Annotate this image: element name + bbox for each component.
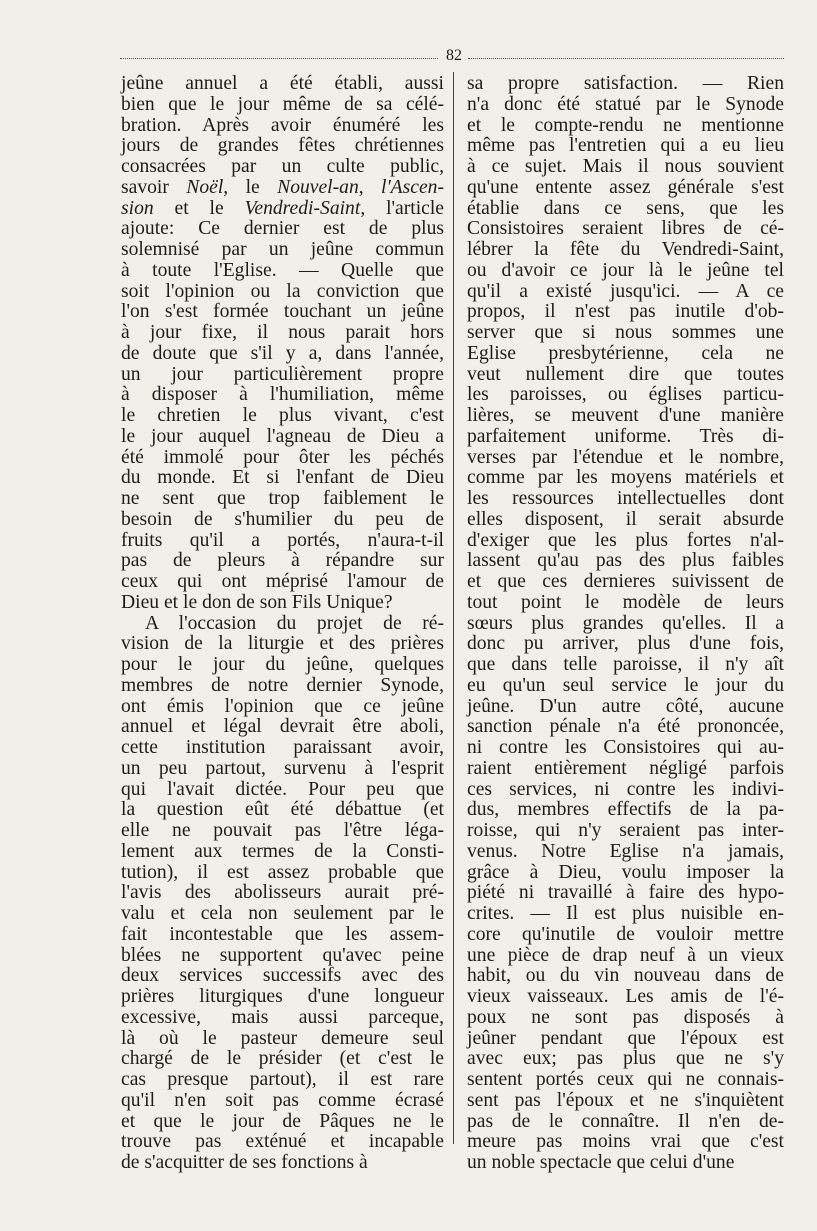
text-line: ces services, ni contre les indivi-	[467, 778, 784, 800]
text-line: Consistoires seraient libres de cé-	[467, 218, 784, 240]
text-line: ont émis l'opinion que ce jeûne	[121, 695, 444, 717]
text-line: vieux vaisseaux. Les amis de l'é-	[467, 986, 784, 1007]
text-line: le jour auquel l'agneau de Dieu a	[121, 425, 444, 447]
text-line: cette institution paraissant avoir,	[121, 737, 444, 758]
text-line: ceux qui ont méprisé l'amour de	[121, 571, 444, 592]
text-line: d'exiger que les plus fortes n'al-	[467, 529, 784, 551]
text-line: crites. — Il est plus nuisible en-	[467, 903, 784, 924]
text-line: sent pas l'époux et ne s'inquiètent	[467, 1089, 784, 1111]
text-line: annuel et légal devrait être aboli,	[121, 716, 444, 738]
text-line: la question eût été débattue (et	[121, 799, 444, 821]
text-line: à jour fixe, il nous parait hors	[121, 322, 444, 343]
text-line: bration. Après avoir énuméré les	[121, 114, 444, 136]
text-line: été immolé pour ôter les péchés	[121, 446, 444, 468]
text-line: A l'occasion du projet de ré-	[145, 612, 444, 634]
text-line: fruits qu'il a portés, n'aura-t-il	[121, 529, 444, 551]
text-line: jeûne. D'un autre côté, aucune	[467, 695, 784, 717]
text-line: consacrées par un culte public,	[121, 156, 444, 177]
text-line: savoir Noël, le Nouvel-an, l'Ascen-	[121, 176, 444, 198]
text-line: grâce à Dieu, voulu imposer la	[467, 861, 784, 883]
text-line: qu'il n'en soit pas comme écrasé	[121, 1089, 444, 1111]
text-line: que dans telle paroisse, il n'y aît	[467, 654, 784, 675]
text-line: server que si nous sommes une	[467, 322, 784, 343]
text-line: core qu'inutile de vouloir mettre	[467, 923, 784, 945]
text-line: veut nullement dire que toutes	[467, 363, 784, 385]
text-line: sion et le Vendredi-Saint, l'article	[121, 197, 445, 219]
header-rule-right	[468, 58, 784, 59]
text-line: là où le pasteur demeure seul	[121, 1027, 444, 1049]
text-line: même pas l'entretien qui a eu lieu	[467, 135, 784, 157]
text-line: lassent qu'au pas des plus faibles	[467, 550, 784, 572]
text-line: Eglise presbytérienne, cela ne	[467, 342, 784, 364]
text-line: dus, membres effectifs de la pa-	[467, 799, 784, 821]
header-rule-left	[120, 58, 438, 59]
text-line: meure pas moins vrai que c'est	[467, 1131, 784, 1153]
text-line: et que le jour de Pâques ne le	[121, 1110, 444, 1132]
text-line: cas presque partout), il est rare	[121, 1069, 444, 1090]
text-line: qu'une entente assez générale s'est	[467, 176, 784, 198]
text-line: lébrer la fête du Vendredi-Saint,	[467, 239, 784, 260]
text-line: ajoute: Ce dernier est de plus	[121, 218, 444, 240]
text-line: parfaitement uniforme. Très di-	[467, 425, 784, 447]
text-line: pas de le connaître. Il n'en de-	[467, 1110, 784, 1132]
text-line: sentent portés ceux qui ne connais-	[467, 1069, 784, 1090]
text-line: jours de grandes fêtes chrétiennes	[121, 135, 444, 157]
text-line: les paroisses, ou églises particu-	[467, 384, 784, 406]
text-line: comme par les moyens matériels et	[467, 467, 784, 489]
text-line: venus. Notre Eglise n'a jamais,	[467, 840, 784, 862]
text-line: elles disposent, il serait absurde	[467, 508, 784, 530]
text-line: Dieu et le don de son Fils Unique?	[121, 591, 393, 613]
text-line: lières, se meuvent d'une manière	[467, 405, 784, 426]
text-line: de doute que s'il y a, dans l'année,	[121, 342, 444, 364]
text-line: jeûner pendant que l'époux est	[467, 1027, 784, 1049]
text-line: raient entièrement négligé parfois	[467, 757, 784, 779]
text-line: qu'il a existé jusqu'ici. — A ce	[467, 280, 784, 302]
text-line: à disposer à l'humiliation, même	[121, 384, 444, 406]
text-line: bien que le jour même de sa célé-	[121, 93, 444, 115]
text-line: elle ne pouvait pas l'être léga-	[121, 820, 444, 841]
text-line: un noble spectacle que celui d'une	[467, 1152, 735, 1173]
text-line: de s'acquitter de ses fonctions à	[121, 1152, 368, 1173]
text-line: établie dans ce sens, que les	[467, 197, 784, 219]
text-line: du monde. Et si l'enfant de Dieu	[121, 467, 444, 489]
text-line: habit, ou du vin nouveau dans de	[467, 965, 784, 987]
text-line: un peu partout, survenu à l'esprit	[121, 757, 444, 779]
text-line: soit l'opinion ou la conviction que	[121, 280, 444, 302]
text-line: le chretien le plus vivant, c'est	[121, 405, 444, 426]
text-line: piété ni travaillé à faire des hypo-	[467, 882, 784, 904]
text-line: blées ne supportent qu'avec peine	[121, 944, 444, 966]
text-line: l'on s'est formée touchant un jeûne	[121, 301, 444, 323]
text-line: à toute l'Eglise. — Quelle que	[121, 259, 444, 281]
text-line: une pièce de drap neuf à un vieux	[467, 944, 784, 966]
text-line: trouve pas exténué et incapable	[121, 1131, 444, 1153]
left-column	[121, 74, 444, 1174]
text-line: membres de notre dernier Synode,	[121, 674, 444, 696]
text-line: sa propre satisfaction. — Rien	[467, 73, 784, 94]
text-line: fait incontestable que les assem-	[121, 923, 444, 945]
text-line: donc pu arriver, plus d'une fois,	[467, 633, 784, 655]
text-line: propos, il n'est pas inutile d'ob-	[467, 301, 784, 323]
text-line: sœurs plus grandes qu'elles. Il a	[467, 612, 784, 634]
text-line: un jour particulièrement propre	[121, 363, 444, 385]
text-line: deux services successifs avec des	[121, 965, 444, 987]
text-line: ou d'avoir ce jour là le jeûne tel	[467, 259, 784, 281]
text-line: ni contre les Consistoires qui au-	[467, 737, 784, 758]
text-line: ne sent que trop faiblement le	[121, 488, 444, 509]
text-line: et que ces dernieres suivissent de	[467, 571, 784, 592]
text-line: sanction pénale n'a été prononcée,	[467, 716, 784, 738]
text-line: lement aux termes de la Consti-	[121, 840, 444, 862]
text-line: l'avis des abolisseurs aurait pré-	[121, 882, 444, 904]
text-line: avec eux; pas plus que ne s'y	[467, 1048, 784, 1070]
text-line: verses par l'étendue et le nombre,	[467, 446, 784, 468]
text-line: solemnisé par un jeûne commun	[121, 239, 444, 260]
text-line: les ressources intellectuelles dont	[467, 488, 784, 509]
text-line: besoin de s'humilier du peu de	[121, 508, 444, 530]
text-line: roisse, qui n'y seraient pas inter-	[467, 820, 784, 841]
text-line: chargé de le présider (et c'est le	[121, 1048, 444, 1070]
text-line: et le compte-rendu ne mentionne	[467, 114, 784, 136]
text-line: pas de pleurs à répandre sur	[121, 550, 444, 572]
page-number: 82	[446, 47, 462, 64]
text-line: excessive, mais aussi parceque,	[121, 1006, 444, 1028]
text-line: qui l'avait dictée. Pour peu que	[121, 778, 444, 800]
text-line: eu qu'un seul service le jour du	[467, 674, 784, 696]
text-line: jeûne annuel a été établi, aussi	[121, 73, 444, 94]
text-line: vision de la liturgie et des prières	[121, 633, 444, 655]
text-line: valu et cela non seulement par le	[121, 903, 444, 924]
text-line: n'a donc été statué par le Synode	[467, 93, 784, 115]
text-line: prières liturgiques d'une longueur	[121, 986, 444, 1007]
right-column	[467, 74, 784, 1174]
text-line: à ce sujet. Mais il nous souvient	[467, 156, 784, 177]
text-line: pour le jour du jeûne, quelques	[121, 654, 444, 675]
text-line: tout point le modèle de leurs	[467, 591, 784, 613]
column-divider	[453, 72, 454, 1144]
text-line: tution), il est assez probable que	[121, 861, 444, 883]
text-line: poux ne sont pas disposés à	[467, 1006, 784, 1028]
